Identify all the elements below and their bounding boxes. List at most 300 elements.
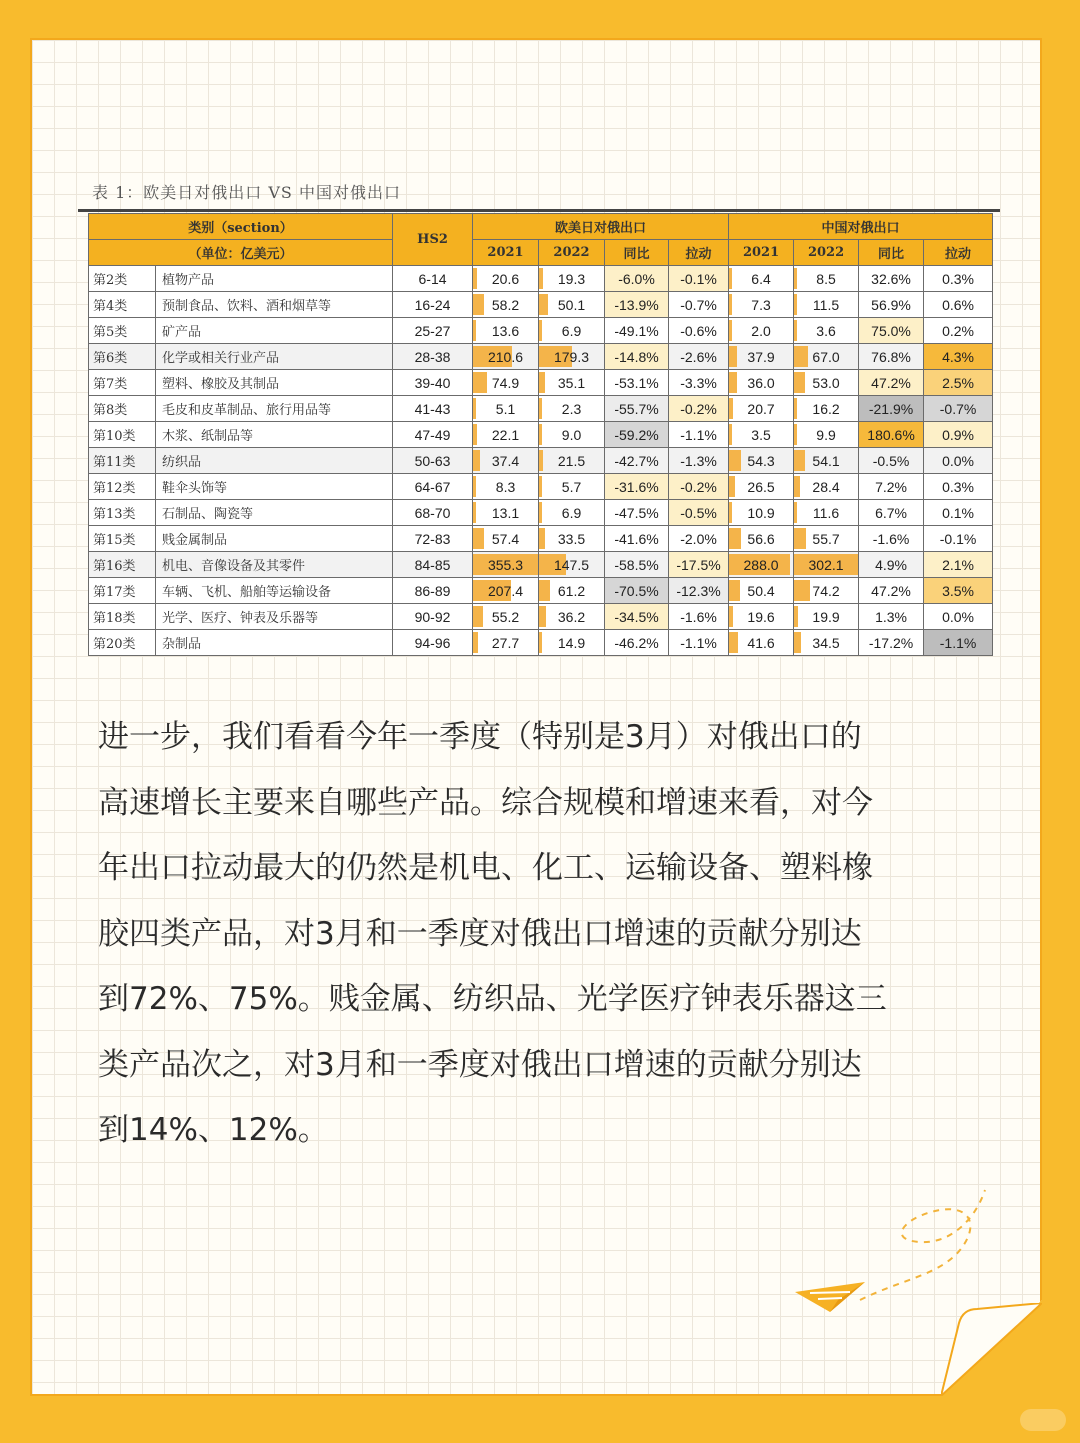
table-row [89,422,993,448]
category-name-cell: 光学、医疗、钟表及乐器等 [156,604,393,630]
cell-value: 288.0 [743,556,779,573]
cell-value: 26.5 [747,478,775,495]
data-bar [729,320,732,341]
china-yoy-cell: -21.9% [859,396,924,422]
china-2022-cell [794,370,859,396]
cell-value: 5.7 [561,478,582,495]
header-china-yoy: 同比 [859,240,924,266]
west-yoy-cell: -13.9% [605,292,669,318]
data-bar [729,580,740,601]
data-bar [729,476,735,497]
watermark-badge [1020,1409,1066,1431]
table-row [89,266,993,292]
table-row [89,344,993,370]
category-name-cell: 纺织品 [156,448,393,474]
data-bar [539,268,543,289]
data-bar [473,294,484,315]
hs2-cell: 25-27 [393,318,473,344]
cell-value: 207.4 [487,582,524,599]
west-2021-cell [473,552,539,578]
hs2-cell: 47-49 [393,422,473,448]
table-header-row-2 [89,240,993,266]
west-pull-cell: -12.3% [669,578,729,604]
china-2021-cell [729,266,794,292]
header-china-2021: 2021 [729,240,794,266]
data-bar [539,632,542,653]
cell-value: 11.5 [812,296,840,313]
category-name-cell: 贱金属制品 [156,526,393,552]
section-cell: 第15类 [89,526,156,552]
china-2022-cell [794,526,859,552]
cell-value: 58.2 [491,296,520,313]
china-2021-cell [729,422,794,448]
china-2022-cell [794,344,859,370]
west-2021-cell [473,448,539,474]
data-bar [794,632,801,653]
table-row [89,318,993,344]
west-yoy-cell: -70.5% [605,578,669,604]
china-yoy-cell: 47.2% [859,578,924,604]
china-2022-cell [794,422,859,448]
cell-value: 55.2 [491,608,520,625]
china-yoy-cell: -17.2% [859,630,924,656]
china-2022-cell [794,578,859,604]
cell-value: 37.9 [747,348,775,365]
cell-value: 13.6 [491,322,520,339]
china-pull-cell: 3.5% [924,578,993,604]
china-2021-cell [729,604,794,630]
cell-value: 57.4 [491,530,520,547]
west-pull-cell: -1.6% [669,604,729,630]
china-pull-cell: 0.1% [924,500,993,526]
west-2021-cell [473,318,539,344]
west-2022-cell [539,474,605,500]
data-bar [794,580,810,601]
west-2021-cell [473,526,539,552]
category-name-cell: 木浆、纸制品等 [156,422,393,448]
cell-value: 41.6 [747,634,775,651]
category-name-cell: 塑料、橡胶及其制品 [156,370,393,396]
data-bar [794,268,797,289]
china-yoy-cell: 1.3% [859,604,924,630]
section-cell: 第6类 [89,344,156,370]
header-west-yoy: 同比 [605,240,669,266]
header-west-2022: 2022 [539,240,605,266]
china-yoy-cell: 32.6% [859,266,924,292]
west-yoy-cell: -31.6% [605,474,669,500]
china-2022-cell [794,292,859,318]
data-bar [794,398,797,419]
cell-value: 55.7 [812,530,840,547]
west-yoy-cell: -34.5% [605,604,669,630]
china-yoy-cell: 56.9% [859,292,924,318]
header-west-group: 欧美日对俄出口 [473,214,729,240]
data-bar [794,528,806,549]
data-bar [473,528,484,549]
data-bar [473,320,476,341]
category-name-cell: 机电、音像设备及其零件 [156,552,393,578]
data-bar [729,346,737,367]
category-name-cell: 杂制品 [156,630,393,656]
data-bar [794,346,808,367]
paragraph-line: 到14%、12%。 [98,1112,329,1148]
west-2022-cell [539,422,605,448]
west-yoy-cell: -42.7% [605,448,669,474]
category-name-cell: 化学或相关行业产品 [156,344,393,370]
west-pull-cell: -2.0% [669,526,729,552]
west-pull-cell: -1.3% [669,448,729,474]
cell-value: 13.1 [491,504,520,521]
data-bar [729,268,732,289]
cell-value: 19.3 [557,270,586,287]
west-yoy-cell: -6.0% [605,266,669,292]
china-yoy-cell: -1.6% [859,526,924,552]
china-yoy-cell: 4.9% [859,552,924,578]
header-china-group: 中国对俄出口 [729,214,993,240]
west-2022-cell [539,500,605,526]
china-2021-cell [729,578,794,604]
hs2-cell: 41-43 [393,396,473,422]
body-paragraph [98,705,988,1164]
table-row [89,500,993,526]
west-2021-cell [473,344,539,370]
hs2-cell: 28-38 [393,344,473,370]
cell-value: 2.3 [561,400,582,417]
data-bar [539,528,545,549]
west-2022-cell [539,578,605,604]
cell-value: 8.5 [816,270,836,287]
china-pull-cell: -1.1% [924,630,993,656]
data-bar [729,424,732,445]
china-2021-cell [729,630,794,656]
hs2-cell: 39-40 [393,370,473,396]
china-pull-cell: -0.1% [924,526,993,552]
section-cell: 第20类 [89,630,156,656]
china-2021-cell [729,318,794,344]
china-2021-cell [729,370,794,396]
cell-value: 50.1 [557,296,586,313]
cell-value: 22.1 [491,426,520,443]
cell-value: 16.2 [812,400,840,417]
cell-value: 20.7 [747,400,775,417]
table-row [89,578,993,604]
cell-value: 14.9 [557,634,586,651]
china-yoy-cell: 47.2% [859,370,924,396]
west-2022-cell [539,370,605,396]
west-2022-cell [539,630,605,656]
cell-value: 37.4 [491,452,520,469]
data-bar [794,476,800,497]
west-2022-cell [539,396,605,422]
hs2-cell: 72-83 [393,526,473,552]
category-name-cell: 预制食品、饮料、酒和烟草等 [156,292,393,318]
paper-plane-icon [790,1180,990,1330]
china-2022-cell [794,318,859,344]
hs2-cell: 50-63 [393,448,473,474]
west-2022-cell [539,604,605,630]
cell-value: 355.3 [487,556,524,573]
section-cell: 第7类 [89,370,156,396]
west-yoy-cell: -59.2% [605,422,669,448]
cell-value: 6.9 [561,322,582,339]
header-unit: （单位：亿美元） [89,240,393,266]
china-yoy-cell: 7.2% [859,474,924,500]
cell-value: 210.6 [487,348,524,365]
section-cell: 第18类 [89,604,156,630]
data-bar [794,372,805,393]
category-name-cell: 毛皮和皮革制品、旅行用品等 [156,396,393,422]
paragraph-line: 年出口拉动最大的仍然是机电、化工、运输设备、塑料橡 [98,850,873,886]
cell-value: 5.1 [495,400,516,417]
header-section: 类别（section） [89,214,393,240]
data-bar [729,398,733,419]
table-row [89,396,993,422]
paragraph-line: 到72%、75%。贱金属、纺织品、光学医疗钟表乐器这三 [98,981,887,1017]
china-pull-cell: 0.3% [924,474,993,500]
header-hs2: HS2 [393,214,473,266]
china-2022-cell [794,552,859,578]
china-2021-cell [729,448,794,474]
header-west-pull: 拉动 [669,240,729,266]
west-pull-cell: -0.1% [669,266,729,292]
cell-value: 6.9 [561,504,582,521]
data-bar [473,398,476,419]
hs2-cell: 64-67 [393,474,473,500]
cell-value: 179.3 [553,348,590,365]
cell-value: 50.4 [747,582,775,599]
west-2021-cell [473,500,539,526]
west-pull-cell: -0.5% [669,500,729,526]
china-pull-cell: 2.1% [924,552,993,578]
china-2021-cell [729,552,794,578]
data-bar [473,268,477,289]
table-row [89,474,993,500]
table-row [89,370,993,396]
data-bar [473,424,477,445]
export-comparison-table [88,213,993,656]
cell-value: 36.2 [557,608,586,625]
china-2022-cell [794,474,859,500]
west-2021-cell [473,474,539,500]
west-pull-cell: -0.7% [669,292,729,318]
west-2021-cell [473,422,539,448]
west-yoy-cell: -14.8% [605,344,669,370]
china-2022-cell [794,396,859,422]
section-cell: 第4类 [89,292,156,318]
hs2-cell: 90-92 [393,604,473,630]
hs2-cell: 84-85 [393,552,473,578]
table-header-row-1 [89,214,993,240]
data-bar [794,424,797,445]
china-2021-cell [729,292,794,318]
west-yoy-cell: -47.5% [605,500,669,526]
west-2022-cell [539,448,605,474]
china-2021-cell [729,526,794,552]
data-bar [539,476,542,497]
data-bar [729,606,733,627]
data-bar [473,632,478,653]
west-2022-cell [539,344,605,370]
west-yoy-cell: -58.5% [605,552,669,578]
china-pull-cell: 2.5% [924,370,993,396]
west-2021-cell [473,604,539,630]
data-bar [729,632,738,653]
cell-value: 19.9 [812,608,840,625]
cell-value: 9.0 [561,426,582,443]
west-2021-cell [473,578,539,604]
data-bar [539,580,550,601]
west-pull-cell: -0.2% [669,396,729,422]
category-name-cell: 鞋伞头饰等 [156,474,393,500]
cell-value: 61.2 [557,582,586,599]
china-pull-cell: 0.0% [924,448,993,474]
cell-value: 6.4 [751,270,771,287]
table-row [89,604,993,630]
section-cell: 第10类 [89,422,156,448]
cell-value: 8.3 [495,478,516,495]
china-pull-cell: 0.9% [924,422,993,448]
china-2022-cell [794,448,859,474]
cell-value: 2.0 [751,322,771,339]
data-bar [539,450,543,471]
table-title-rule [78,209,1000,212]
china-pull-cell: -0.7% [924,396,993,422]
table-row [89,552,993,578]
cell-value: 54.3 [747,452,775,469]
west-2022-cell [539,292,605,318]
data-bar [473,372,487,393]
cell-value: 34.5 [812,634,840,651]
west-pull-cell: -0.6% [669,318,729,344]
header-china-pull: 拉动 [924,240,993,266]
west-2021-cell [473,266,539,292]
data-bar [729,502,732,523]
china-2022-cell [794,630,859,656]
west-pull-cell: -3.3% [669,370,729,396]
data-bar [473,502,476,523]
china-pull-cell: 4.3% [924,344,993,370]
table-row [89,526,993,552]
west-2022-cell [539,552,605,578]
data-bar [794,450,805,471]
west-yoy-cell: -55.7% [605,396,669,422]
china-2021-cell [729,344,794,370]
paragraph-line: 进一步，我们看看今年一季度（特别是3月）对俄出口的 [98,719,862,755]
data-bar [729,450,741,471]
west-2021-cell [473,630,539,656]
data-bar [539,502,542,523]
west-pull-cell: -2.6% [669,344,729,370]
data-bar [729,372,737,393]
section-cell: 第11类 [89,448,156,474]
cell-value: 20.6 [491,270,520,287]
hs2-cell: 94-96 [393,630,473,656]
china-yoy-cell: -0.5% [859,448,924,474]
section-cell: 第2类 [89,266,156,292]
cell-value: 3.6 [816,322,836,339]
data-bar [539,320,542,341]
hs2-cell: 68-70 [393,500,473,526]
data-bar [794,502,797,523]
data-bar [539,424,542,445]
category-name-cell: 矿产品 [156,318,393,344]
table-row [89,630,993,656]
west-2022-cell [539,526,605,552]
china-2021-cell [729,396,794,422]
china-pull-cell: 0.2% [924,318,993,344]
china-pull-cell: 0.0% [924,604,993,630]
west-yoy-cell: -46.2% [605,630,669,656]
china-pull-cell: 0.3% [924,266,993,292]
cell-value: 53.0 [812,374,840,391]
section-cell: 第8类 [89,396,156,422]
west-2021-cell [473,396,539,422]
category-name-cell: 植物产品 [156,266,393,292]
cell-value: 302.1 [808,556,844,573]
china-yoy-cell: 180.6% [859,422,924,448]
cell-value: 7.3 [751,296,771,313]
cell-value: 74.9 [491,374,520,391]
china-2022-cell [794,500,859,526]
section-cell: 第17类 [89,578,156,604]
header-china-2022: 2022 [794,240,859,266]
china-yoy-cell: 75.0% [859,318,924,344]
hs2-cell: 6-14 [393,266,473,292]
china-yoy-cell: 6.7% [859,500,924,526]
cell-value: 67.0 [812,348,840,365]
west-yoy-cell: -41.6% [605,526,669,552]
data-bar [794,294,797,315]
china-2022-cell [794,604,859,630]
west-2022-cell [539,266,605,292]
cell-value: 9.9 [816,426,836,443]
cell-value: 3.5 [751,426,771,443]
china-2021-cell [729,500,794,526]
data-bar [473,476,476,497]
west-pull-cell: -1.1% [669,630,729,656]
west-yoy-cell: -53.1% [605,370,669,396]
data-bar [794,320,797,341]
cell-value: 10.9 [747,504,775,521]
data-bar [473,450,480,471]
cell-value: 56.6 [747,530,775,547]
table-row [89,292,993,318]
hs2-cell: 16-24 [393,292,473,318]
cell-value: 27.7 [491,634,520,651]
data-bar [539,294,548,315]
west-2021-cell [473,370,539,396]
cell-value: 35.1 [557,374,586,391]
cell-value: 19.6 [747,608,775,625]
data-bar [539,372,545,393]
cell-value: 36.0 [747,374,775,391]
china-2021-cell [729,474,794,500]
cell-value: 74.2 [812,582,840,599]
category-name-cell: 石制品、陶瓷等 [156,500,393,526]
hs2-cell: 86-89 [393,578,473,604]
category-name-cell: 车辆、飞机、船舶等运输设备 [156,578,393,604]
paragraph-line: 高速增长主要来自哪些产品。综合规模和增速来看，对今 [98,784,873,821]
cell-value: 147.5 [553,556,590,573]
data-bar [729,528,741,549]
west-2022-cell [539,318,605,344]
west-yoy-cell: -49.1% [605,318,669,344]
data-bar [473,606,483,627]
data-bar [794,606,798,627]
west-pull-cell: -1.1% [669,422,729,448]
cell-value: 54.1 [812,452,840,469]
west-pull-cell: -0.2% [669,474,729,500]
